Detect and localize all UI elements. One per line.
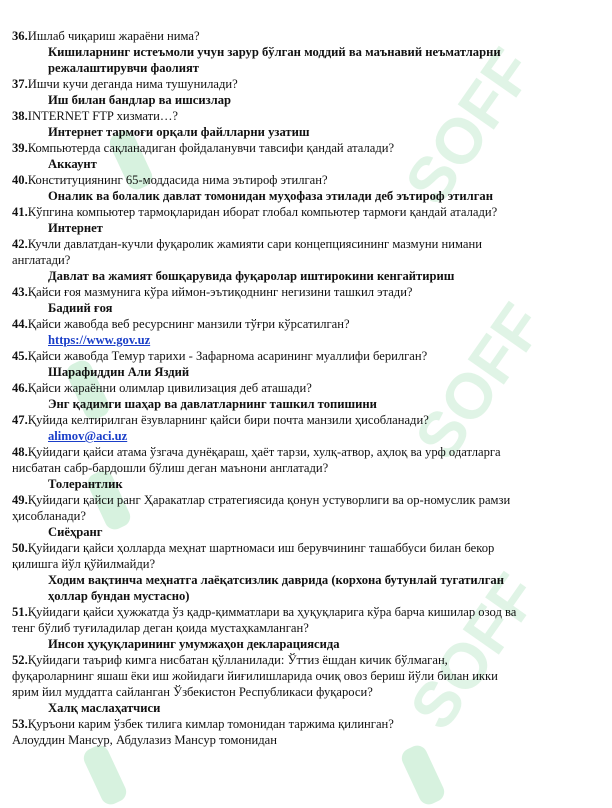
- answer-text: Давлат ва жамият бошқарувида фуқаролар иштирокини кенгайтириш: [48, 269, 455, 283]
- question-number: 46.: [12, 381, 28, 395]
- question-continuation: [12, 508, 86, 524]
- question-text: Кўпгина компьютер тармоқларидан иборат глобал компьютер тармоғи қандай аталади?: [27, 205, 498, 219]
- question-line: [12, 412, 429, 428]
- question-text: Қуръони карим ўзбек тилига кимлар томонидан таржима қилинган?: [27, 717, 394, 731]
- answer-link[interactable]: https://www.gov.uz: [48, 333, 151, 347]
- question-continuation: [12, 252, 70, 268]
- question-text: қилишга йўл қўйилмайди?: [12, 557, 156, 571]
- answer-text: Халқ маслаҳатчиси: [48, 701, 161, 715]
- question-number: 36.: [12, 29, 28, 43]
- answer-text: Сиёҳранг: [48, 525, 103, 539]
- question-number: 51.: [12, 605, 28, 619]
- question-number: 39.: [12, 141, 28, 155]
- answer-link[interactable]: alimov@aci.uz: [48, 429, 128, 443]
- question-text: ҳисобланади?: [12, 509, 86, 523]
- question-continuation: [12, 684, 373, 700]
- question-text: Алоуддин Мансур, Абдулазиз Мансур томонидан: [12, 733, 277, 747]
- question-line: [12, 140, 394, 156]
- question-number: 40.: [12, 173, 28, 187]
- question-text: Қайси ғоя мазмунига кўра иймон-эътиқоднинг негизини ташкил этади?: [27, 285, 413, 299]
- question-continuation: [12, 620, 309, 636]
- question-line: [12, 348, 427, 364]
- question-number: 42.: [12, 237, 28, 251]
- question-line: [12, 236, 482, 252]
- question-line: [12, 540, 494, 556]
- question-text: Компьютерда сақланадиган фойдаланувчи тавсифи қандай аталади?: [27, 141, 395, 155]
- question-line: [12, 172, 328, 188]
- question-number: 48.: [12, 445, 28, 459]
- watermark-text: SOFF: [395, 560, 553, 742]
- question-text: Конституциянинг 65-моддасида нима эътироф этилган?: [27, 173, 328, 187]
- question-text: Қуйидаги қайси ҳужжатда ўз қадр-қимматлари ва ҳуқуқларига кўра барча кишилар озод ва: [27, 605, 517, 619]
- question-continuation: [12, 732, 277, 748]
- question-line: [12, 204, 497, 220]
- question-number: 44.: [12, 317, 28, 331]
- question-text: ярим йил муддатга сайланган Ўзбекистон Республикаси фуқароси?: [12, 685, 373, 699]
- answer-text: Аккаунт: [48, 157, 97, 171]
- question-number: 38.: [12, 109, 28, 123]
- question-text: Қуйидаги таъриф кимга нисбатан қўлланилади: Ўттиз ёшдан кичик бўлмаган,: [27, 653, 448, 667]
- question-line: [12, 108, 178, 124]
- answer-text: Бадиий ғоя: [48, 301, 113, 315]
- question-number: 49.: [12, 493, 28, 507]
- question-line: [12, 380, 312, 396]
- question-line: [12, 604, 516, 620]
- question-line: [12, 284, 413, 300]
- watermark-text: SOFF: [390, 35, 548, 217]
- question-line: [12, 492, 510, 508]
- question-text: Ишлаб чиқариш жараёни нима?: [27, 29, 200, 43]
- question-line: [12, 716, 394, 732]
- question-line: [12, 652, 448, 668]
- question-text: тенг бўлиб туғиладилар деган қоида мустаҳкамланган?: [12, 621, 309, 635]
- answer-text: Кишиларнинг истеъмоли учун зарур бўлган моддий ва маънавий неъматларни: [48, 45, 501, 59]
- answer-text: Шарафиддин Али Яздий: [48, 365, 190, 379]
- question-number: 41.: [12, 205, 28, 219]
- answer-text: Интернет: [48, 221, 103, 235]
- answer-text: Интернет тармоғи орқали файлларни узатиш: [48, 125, 310, 139]
- question-text: Кучли давлатдан-кучли фуқаролик жамияти сари концепциясининг мазмуни нимани: [27, 237, 482, 251]
- answer-text: Оналик ва болалик давлат томонидан муҳофаза этилади деб эътироф этилган: [48, 189, 493, 203]
- question-number: 47.: [12, 413, 28, 427]
- answer-text: Инсон ҳуқуқларининг умумжаҳон декларациясида: [48, 637, 340, 651]
- question-number: 53.: [12, 717, 28, 731]
- question-text: Қуйидаги қайси ҳолларда меҳнат шартномаси иш берувчининг ташаббуси билан бекор: [27, 541, 495, 555]
- watermark-text: SOFF: [400, 290, 558, 472]
- question-continuation: [12, 556, 155, 572]
- question-text: фуқароларнинг яшаш ёки иш жойидаги йиғилишларида очиқ овоз бериш йўли билан икки: [12, 669, 498, 683]
- answer-text: режалаштирувчи фаолият: [48, 61, 199, 75]
- question-text: нисбатан сабр-бардошли бўлиш деган маънони англатади?: [12, 461, 329, 475]
- question-continuation: [12, 460, 328, 476]
- question-line: [12, 28, 200, 44]
- question-text: англатади?: [12, 253, 71, 267]
- question-text: Қуйидаги қайси атама ўзгача дунёқараш, ҳаёт тарзи, хулқ-атвор, аҳлоқ ва урф одатларга: [27, 445, 501, 459]
- question-text: Қайси жараённи олимлар цивилизация деб аташади?: [27, 381, 312, 395]
- question-text: INTERNET FTP хизмати…?: [27, 109, 179, 123]
- question-number: 52.: [12, 653, 28, 667]
- question-text: Қуйидаги қайси ранг Ҳаракатлар стратегиясида қонун устуворлиги ва ор-номуслик рамзи: [27, 493, 511, 507]
- question-line: [12, 316, 350, 332]
- question-number: 50.: [12, 541, 28, 555]
- question-line: [12, 444, 501, 460]
- question-continuation: [12, 668, 498, 684]
- watermark-mark: [399, 742, 448, 807]
- question-text: Қайси жавобда веб ресурснинг манзили тўғри кўрсатилган?: [27, 317, 350, 331]
- question-number: 43.: [12, 285, 28, 299]
- question-text: Ишчи кучи деганда нима тушунилади?: [27, 77, 238, 91]
- answer-text: Иш билан бандлар ва ишсизлар: [48, 93, 232, 107]
- answer-text: ҳоллар бундан мустасно): [48, 589, 190, 603]
- question-text: Қайси жавобда Темур тарихи - Зафарнома асарининг муаллифи берилган?: [27, 349, 428, 363]
- question-number: 37.: [12, 77, 28, 91]
- question-number: 45.: [12, 349, 28, 363]
- question-text: Қуйида келтирилган ёзувларнинг қайси бири почта манзили ҳисобланади?: [27, 413, 429, 427]
- answer-text: Толерантлик: [48, 477, 123, 491]
- question-line: [12, 76, 238, 92]
- answer-text: Энг қадимги шаҳар ва давлатларнинг ташкил топишини: [48, 397, 377, 411]
- answer-text: Ходим вақтинча меҳнатга лаёқатсизлик даврида (корхона бутунлай тугатилган: [48, 573, 504, 587]
- watermark-mark: [81, 742, 130, 807]
